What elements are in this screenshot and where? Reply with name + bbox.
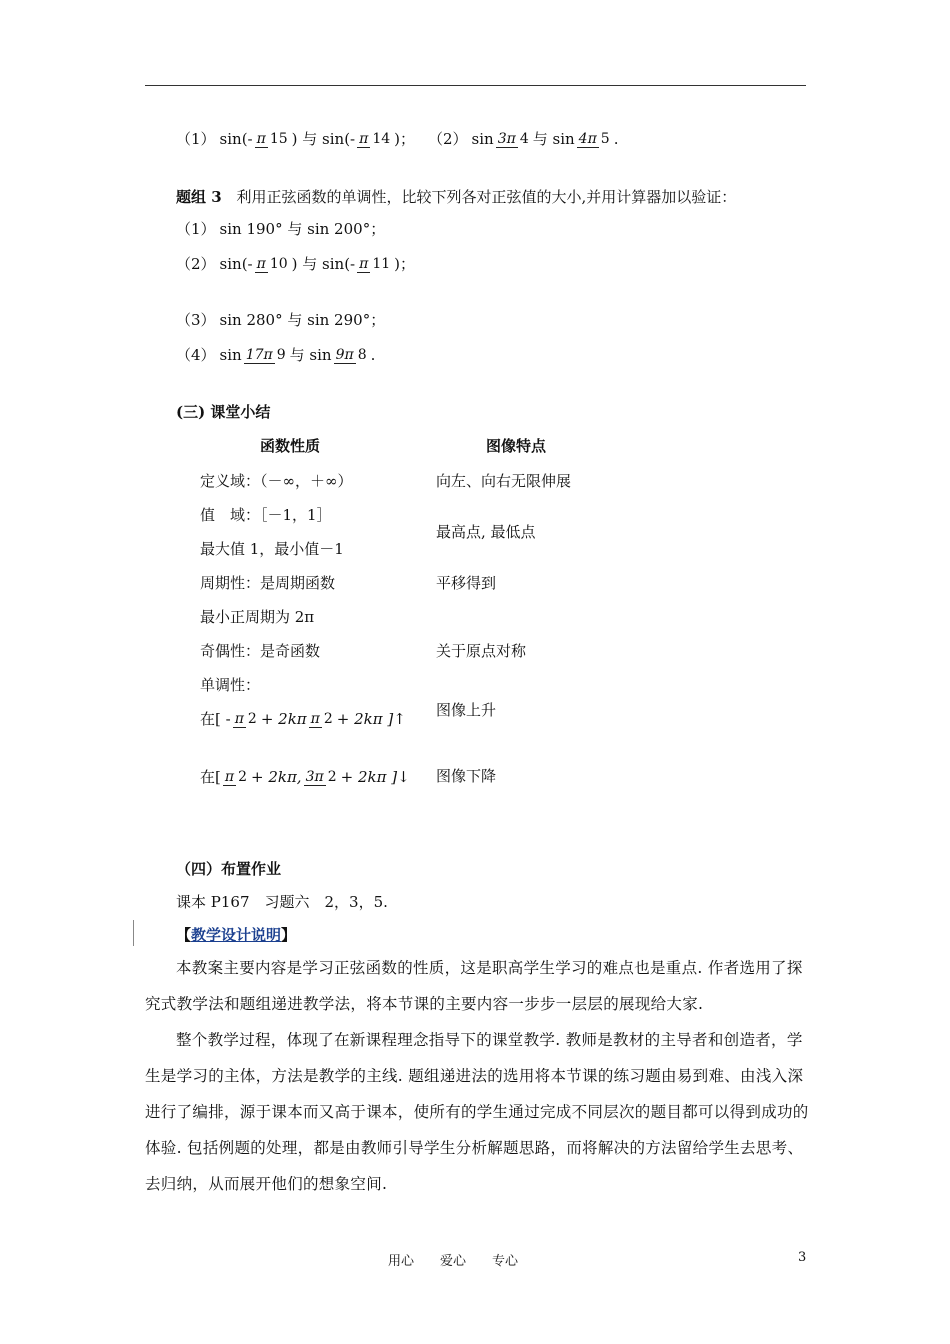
max-min-text: 最大值 1，最小值－1 (200, 540, 344, 558)
homework-text: 课本 P167 习题六 2，3，5. (176, 893, 388, 911)
fraction: π 14 (359, 130, 391, 147)
design-paragraph-1: 本教案主要内容是学习正弦函数的性质，这是职高学生学习的难点也是重点. 作者选用了探究式教学法和题组递进教学法，将本节课的主要内容一步步一层层的展现给大家. (145, 959, 803, 1013)
col1-header: 函数性质 (260, 437, 321, 455)
range-text: 值 域：［－1，1］ (200, 506, 332, 524)
fraction: 3π 2 (305, 768, 337, 785)
range-feature: 最高点, 最低点 (436, 523, 536, 541)
parity-feature: 关于原点对称 (436, 642, 527, 660)
fraction: π 2 (234, 710, 257, 727)
design-heading: 【教学设计说明】 (176, 926, 297, 944)
col2-header: 图像特点 (486, 437, 547, 455)
page-number: 3 (798, 1250, 807, 1265)
fraction: 17π 9 (245, 346, 286, 363)
group3-line (176, 186, 736, 207)
periodic-feature: 平移得到 (436, 574, 497, 592)
fraction: π 11 (359, 255, 391, 272)
footer-motto: 用心 爱心 专心 (388, 1254, 519, 1269)
monotonic-text: 单调性： (200, 676, 261, 694)
periodic-text: 周期性：是周期函数 (200, 574, 336, 592)
margin-bar (133, 920, 134, 946)
increasing-interval: 在[ - π 2 + 2kπ π 2 + 2kπ ]↑ (200, 709, 406, 728)
parity-text: 奇偶性：是奇函数 (200, 642, 321, 660)
group3-q3: （3） sin 280° 与 sin 290°； (176, 311, 386, 329)
fraction: π 2 (310, 710, 333, 727)
fraction: 3π 4 (497, 130, 529, 147)
problem-2: （2） sin 3π 4 与 sin 4π 5 . (428, 129, 619, 148)
fraction: 9π 8 (335, 346, 367, 363)
design-link[interactable]: 教学设计说明 (191, 926, 282, 944)
group3-text: 利用正弦函数的单调性，比较下列各对正弦值的大小,并用计算器加以验证： (236, 188, 737, 206)
decreasing-feature: 图像下降 (436, 767, 497, 785)
group3-title: 题组 3 (176, 188, 222, 206)
summary-heading: (三) 课堂小结 (176, 403, 271, 421)
decreasing-interval: 在[ π 2 + 2kπ, 3π 2 + 2kπ ]↓ (200, 767, 410, 786)
fraction: 4π 5 (578, 130, 610, 147)
header-rule (145, 85, 806, 86)
fraction: π 10 (256, 255, 288, 272)
domain-text: 定义域：（－∞，＋∞） (200, 472, 353, 490)
problem-1: （1） sin(- π 15 ) 与 sin(- π 14 )； (176, 129, 416, 148)
min-period-text: 最小正周期为 2π (200, 608, 315, 626)
homework-heading: （四）布置作业 (176, 860, 282, 878)
fraction: π 15 (256, 130, 288, 147)
design-paragraph-2: 整个教学过程，体现了在新课程理念指导下的课堂教学. 教师是教材的主导者和创造者，学生是学习的主体，方法是教学的主线. 题组递进法的选用将本节课的练习题由易到难、由浅入深进行了编排，源于课本而又高于课本，使所有的学生通过完成不同层次的题目都可以得到成功的体验. 包括例题的处理，都是由教师引导学生分析解题思路，而将解决的方法留给学生去思考、去归纳，从而展开他们的想象空间. (145, 1031, 809, 1193)
increasing-feature: 图像上升 (436, 701, 497, 719)
group3-q1: （1） sin 190° 与 sin 200°； (176, 220, 386, 238)
group3-q4: （4） sin 17π 9 与 sin 9π 8 . (176, 345, 376, 364)
fraction: π 2 (224, 768, 247, 785)
group3-q2: （2） sin(- π 10 ) 与 sin(- π 11 )； (176, 254, 416, 273)
domain-feature: 向左、向右无限伸展 (436, 472, 572, 490)
